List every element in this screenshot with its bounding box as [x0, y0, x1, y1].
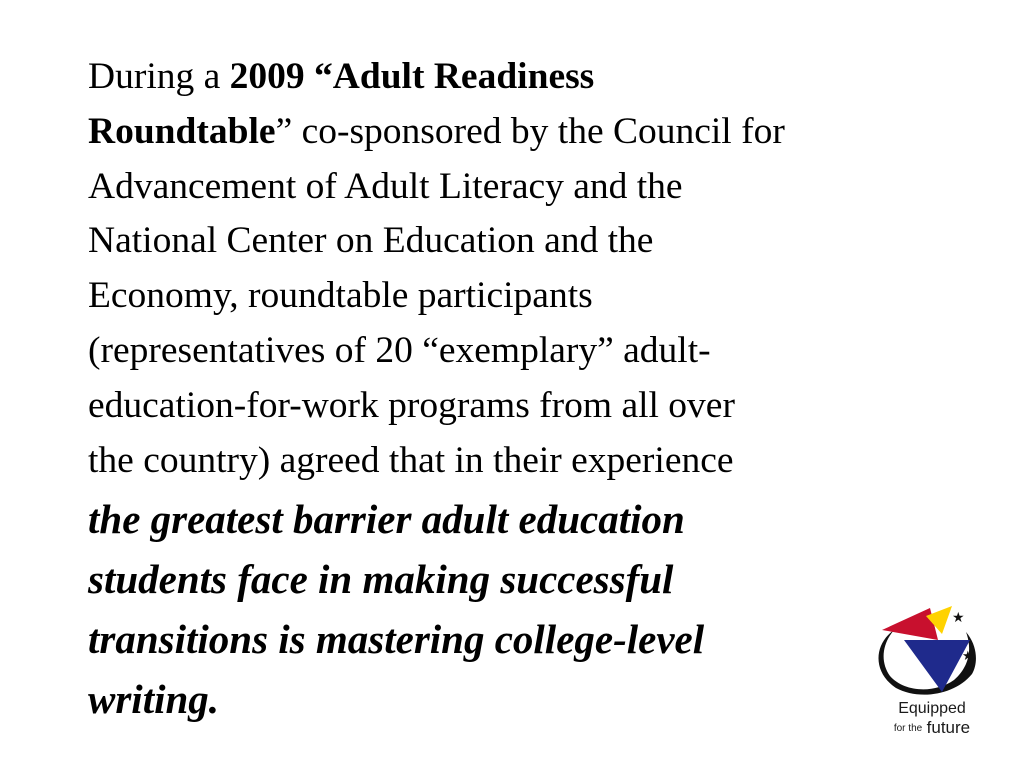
- body-line-6: (representatives of 20 “exemplary” adult-: [88, 329, 711, 371]
- roundtable-title-part-2: Roundtable: [88, 110, 276, 152]
- logo-caption-future: [876, 718, 988, 739]
- key-finding: [88, 489, 958, 729]
- body-line-1: During a 2009 “Adult Readiness: [88, 56, 595, 97]
- equipped-for-the-future-logo: [868, 600, 980, 750]
- body-line-4: National Center on Education and the: [88, 220, 654, 262]
- logo-star-top: ★: [952, 610, 965, 626]
- slide-body: [88, 50, 958, 729]
- body-line-8: the country) agreed that in their experience: [88, 439, 734, 481]
- key-finding-line-3: transitions is mastering college-level: [88, 616, 705, 663]
- logo-caption-future-word: future: [926, 718, 971, 737]
- key-finding-line-4: writing.: [88, 676, 220, 723]
- body-line-2: Roundtable” co-sponsored by the Council for: [88, 110, 785, 152]
- logo-caption-for-the: for the: [893, 723, 923, 734]
- key-finding-line-1: the greatest barrier adult education: [88, 496, 685, 543]
- key-finding-line-2: students face in making successful: [88, 556, 674, 603]
- body-line-7: education-for-work programs from all over: [88, 384, 735, 426]
- logo-emblem-icon: [868, 600, 980, 700]
- logo-star-right: ★: [962, 649, 974, 664]
- body-line-3: Advancement of Adult Literacy and the: [88, 165, 683, 207]
- logo-red-triangle: [882, 608, 938, 640]
- roundtable-title-part-1: 2009 “Adult Readiness: [229, 56, 595, 97]
- logo-star-left: ★: [888, 640, 898, 653]
- logo-caption-equipped: Equipped: [898, 700, 966, 717]
- body-line-5: Economy, roundtable participants: [88, 275, 593, 317]
